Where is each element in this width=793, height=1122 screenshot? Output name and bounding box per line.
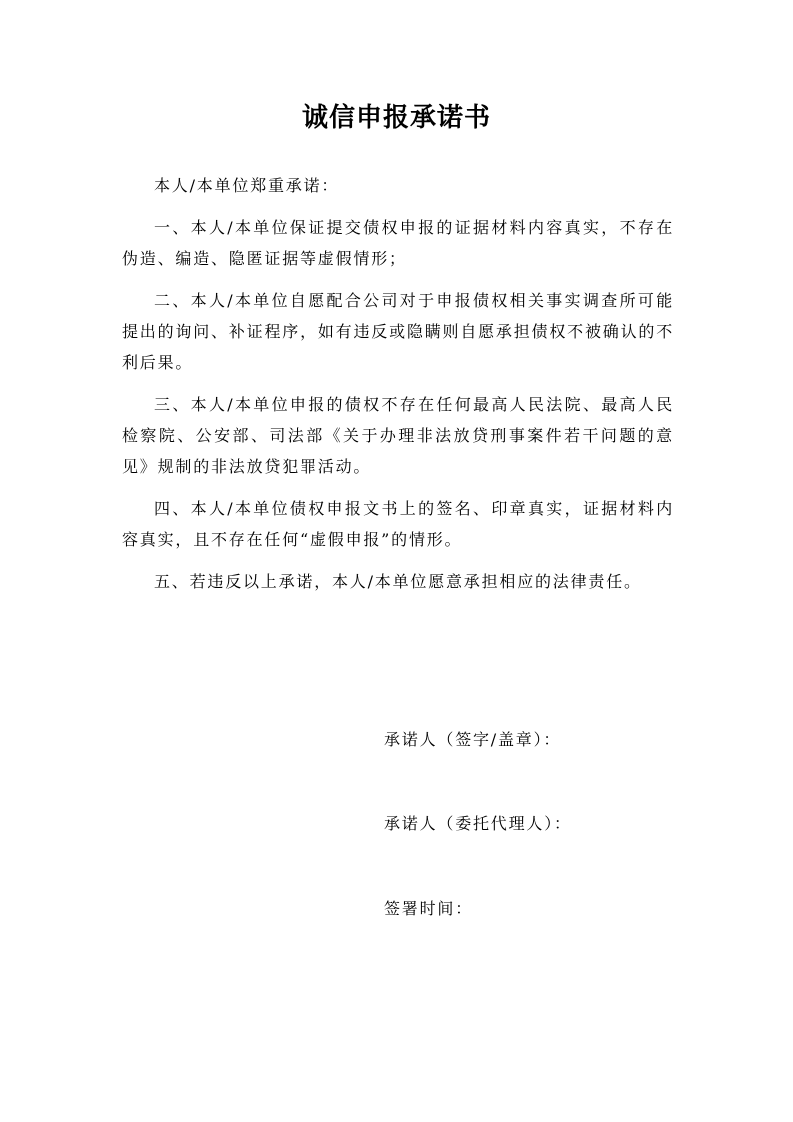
document-body [122,170,674,608]
signature-promisor-label: 承诺人（签字/盖章）： [384,730,562,749]
commitment-paragraph-5: 五、若违反以上承诺，本人/本单位愿意承担相应的法律责任。 [154,572,642,591]
signature-agent-label: 承诺人（委托代理人）： [384,814,572,833]
document-title: 诚信申报承诺书 [301,103,491,133]
intro-paragraph: 本人/本单位郑重承诺： [154,176,340,195]
signature-date-label: 签署时间： [384,899,474,918]
commitment-paragraph-4: 四、本人/本单位债权申报文书上的签名、印章真实，证据材料内容真实，且不存在任何“虚假申报”的情形。 [122,499,674,549]
commitment-paragraph-3: 三、本人/本单位申报的债权不存在任何最高人民法院、最高人民检察院、公安部、司法部《关于办理非法放贷刑事案件若干问题的意见》规制的非法放贷犯罪活动。 [122,395,674,476]
commitment-paragraph-1: 一、本人/本单位保证提交债权申报的证据材料内容真实，不存在伪造、编造、隐匿证据等虚假情形； [122,218,674,268]
commitment-paragraph-2: 二、本人/本单位自愿配合公司对于申报债权相关事实调查所可能提出的询问、补证程序，如有违反或隐瞒则自愿承担债权不被确认的不利后果。 [122,291,674,372]
